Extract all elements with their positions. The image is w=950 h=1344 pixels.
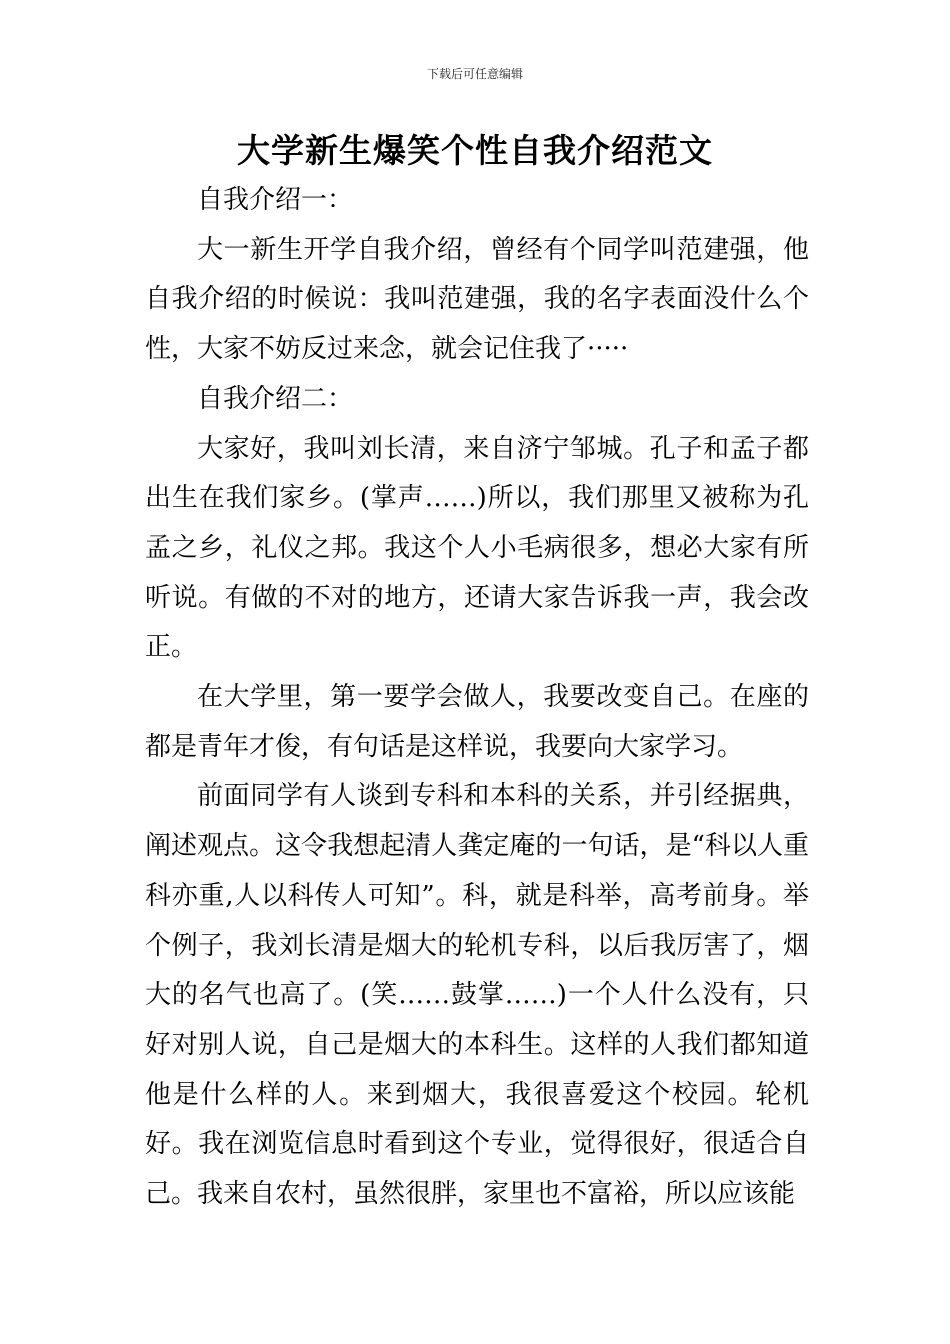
paragraph-intro-two-c: 前面同学有人谈到专科和本科的关系，并引经据典，阐述观点。这令我想起清人龚定庵的一句话，是“科以人重科亦重,人以科传人可知”。科，就是科举，高考前身。举个例子，我刘长清是烟大的轮机专科，以后我厉害了，烟大的名气也高了。(笑……鼓掌……)一个人什么没有，只好对别人说，自己是烟大的本科生。这样的人我们都知道他是什么样的人。来到烟大，我很喜爱这个校园。轮机好。我在浏览信息时看到这个专业，觉得很好，很适合自己。我来自农村，虽然很胖，家里也不富裕，所以应该能 bbox=[145, 781, 809, 1210]
document-body bbox=[145, 176, 809, 1220]
paragraph-intro-two-a: 大家好，我叫刘长清，来自济宁邹城。孔子和孟子都出生在我们家乡。(掌声……)所以，我们那里又被称为孔孟之乡，礼仪之邦。我这个人小毛病很多，想必大家有所听说。有做的不对的地方，还请大家告诉我一声，我会改正。 bbox=[145, 433, 809, 663]
header-note: 下载后可任意编辑 bbox=[426, 67, 523, 81]
paragraph-intro-two-heading: 自我介绍二： bbox=[197, 383, 354, 414]
paragraph-intro-one-heading: 自我介绍一： bbox=[197, 185, 354, 215]
paragraph-intro-two-b: 在大学里，第一要学会做人，我要改变自己。在座的都是青年才俊，有句话是这样说，我要向大家学习。 bbox=[145, 682, 809, 762]
paragraph-intro-one: 大一新生开学自我介绍，曾经有个同学叫范建强，他自我介绍的时候说：我叫范建强，我的名字表面没什么个性，大家不妨反过来念，就会记住我了····· bbox=[145, 234, 809, 365]
document-title: 大学新生爆笑个性自我介绍范文 bbox=[237, 131, 713, 170]
